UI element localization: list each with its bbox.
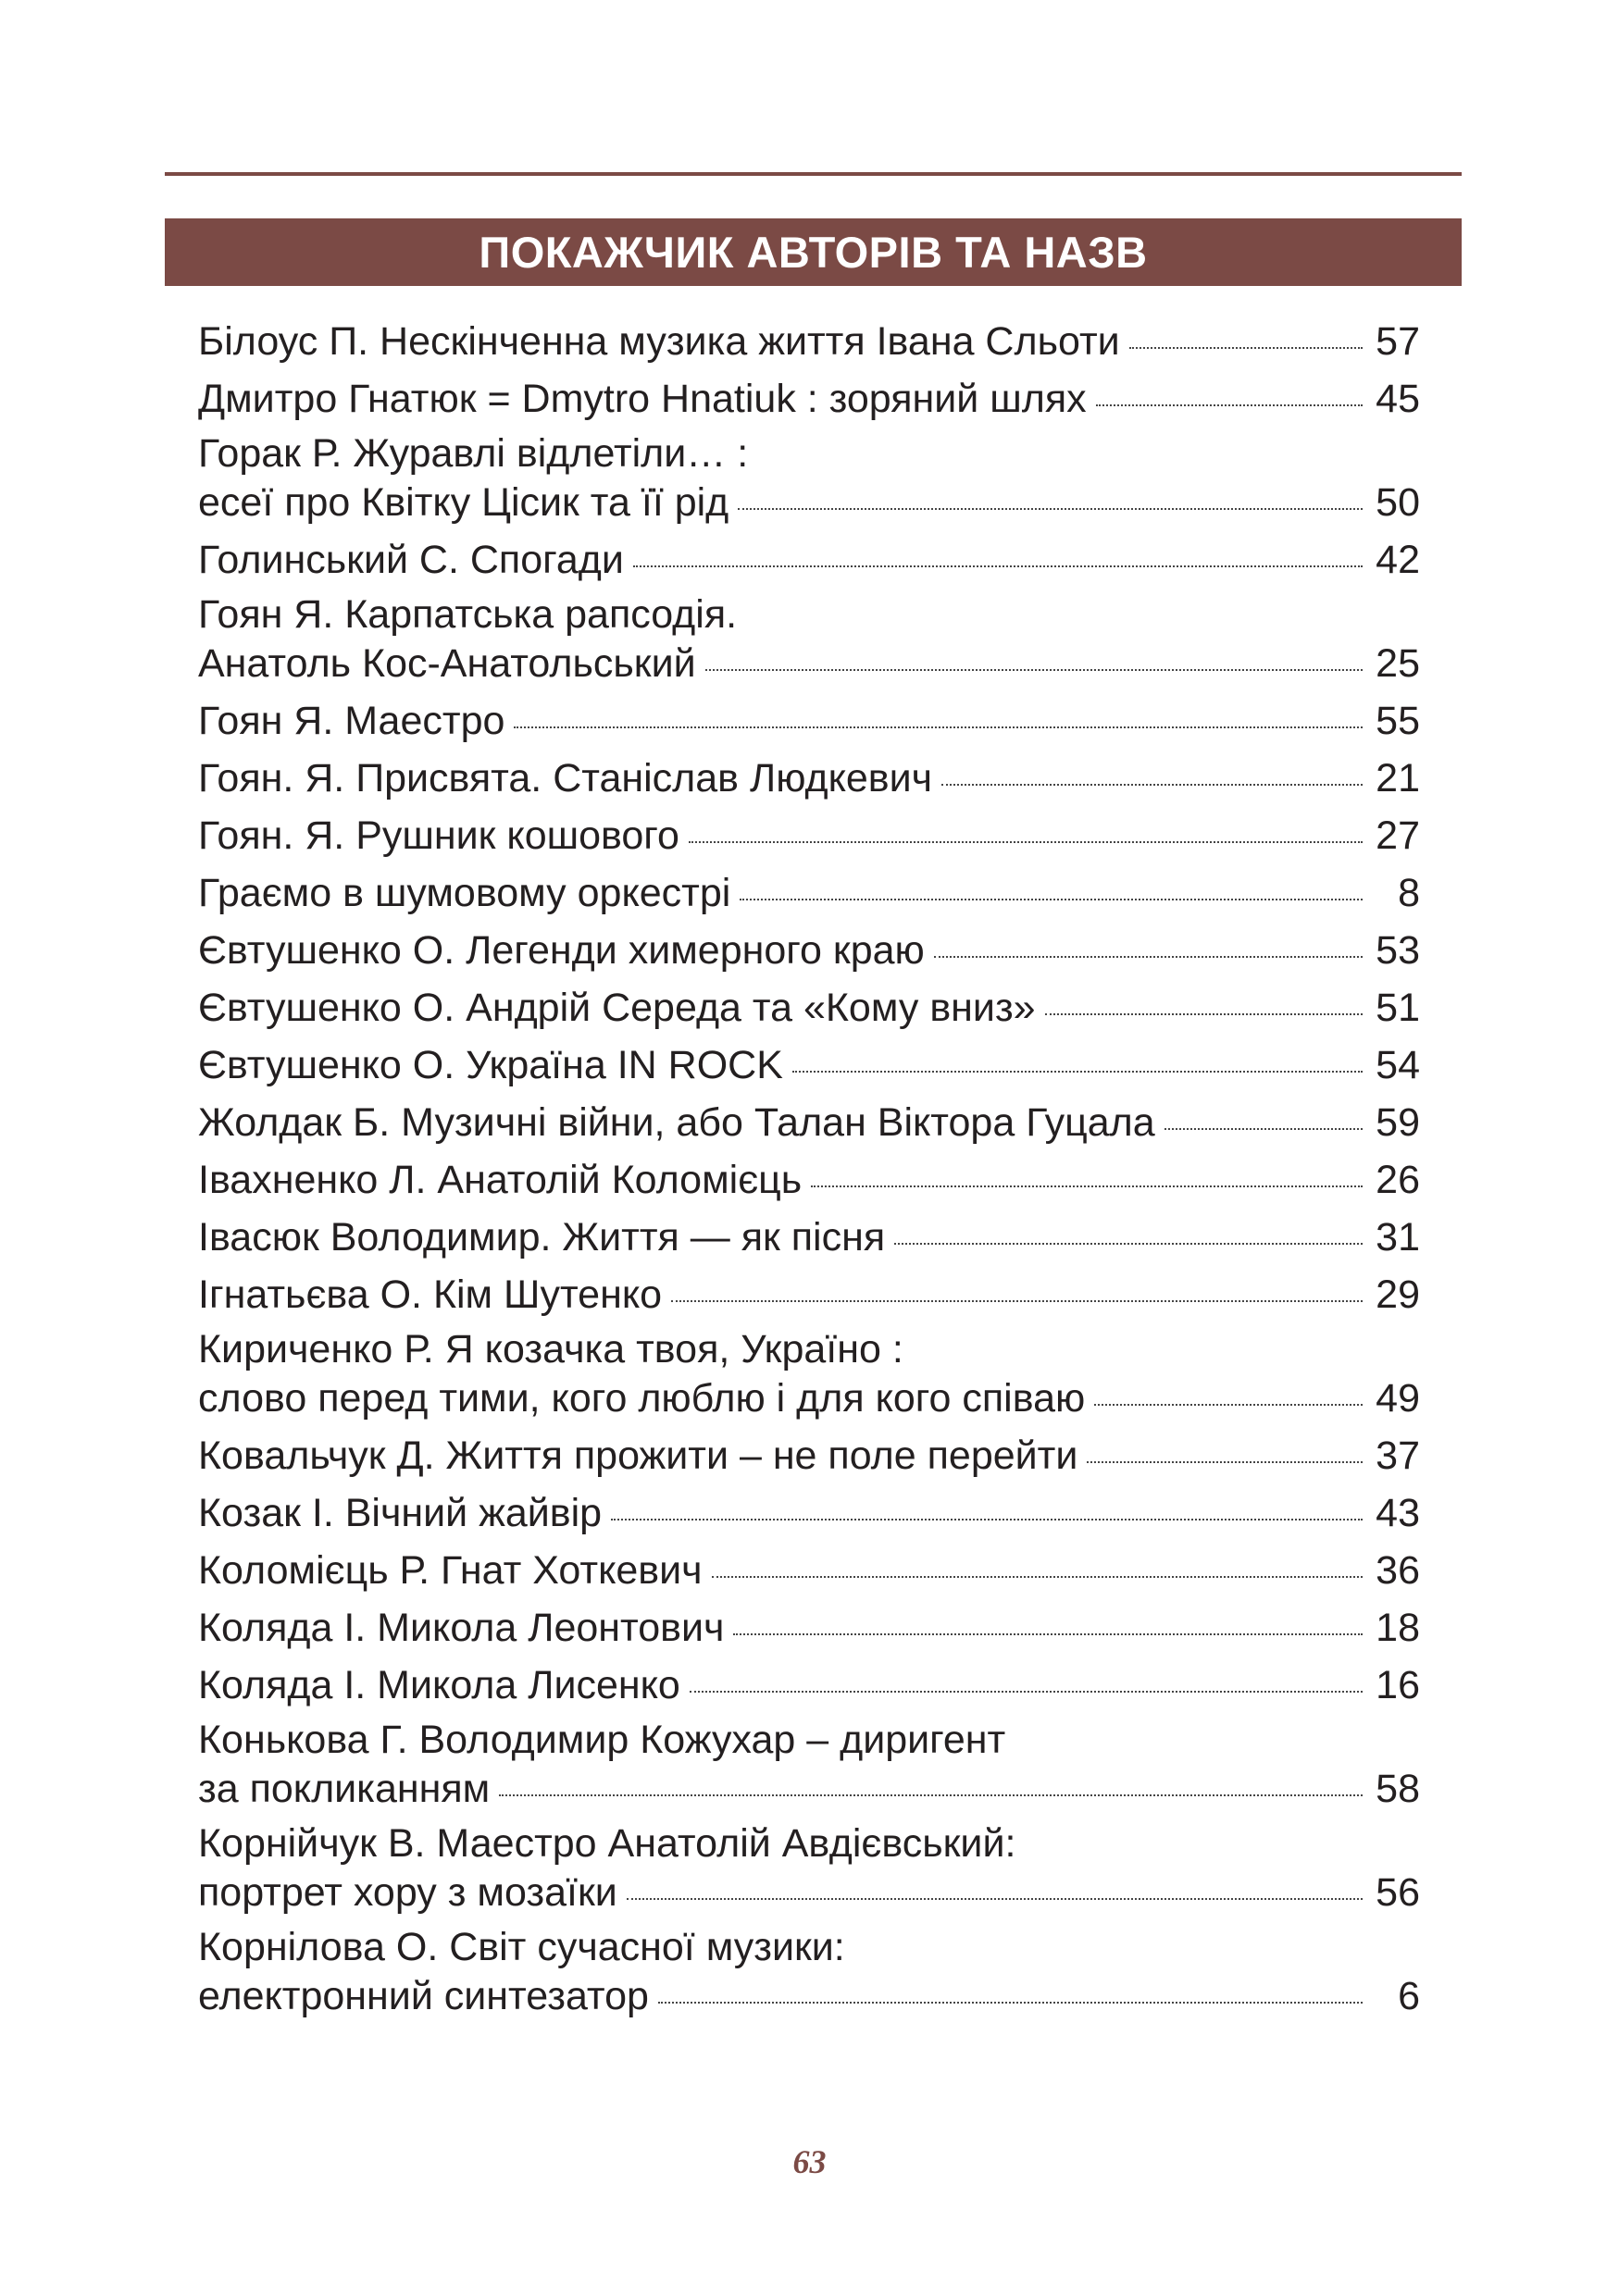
index-entry — [198, 979, 1420, 1036]
dot-leader — [934, 956, 1363, 958]
entry-title: есеї про Квітку Цісик та її рід — [198, 480, 729, 525]
entry-page-number: 29 — [1376, 1272, 1420, 1317]
entry-last-line — [198, 1484, 1420, 1542]
index-entry — [198, 1036, 1420, 1094]
entry-page-number: 55 — [1376, 699, 1420, 743]
entry-last-line — [198, 1599, 1420, 1657]
entry-title: Івасюк Володимир. Життя — як пісня — [198, 1215, 886, 1260]
index-list — [198, 313, 1420, 2025]
entry-last-line — [198, 1967, 1420, 2025]
dot-leader — [705, 669, 1363, 671]
dot-leader — [1096, 404, 1363, 406]
entry-title: Гоян. Я. Присвята. Станіслав Людкевич — [198, 756, 933, 800]
index-entry — [198, 807, 1420, 864]
entry-title: Гоян Я. Карпатська рапсодія. — [198, 592, 738, 637]
entry-title: електронний синтезатор — [198, 1974, 649, 2018]
index-entry — [198, 692, 1420, 750]
entry-title: Івахненко Л. Анатолій Коломієць — [198, 1158, 803, 1202]
entry-page-number: 45 — [1376, 377, 1420, 421]
entry-title: Конькова Г. Володимир Кожухар – диригент — [198, 1718, 1006, 1762]
index-entry — [198, 1542, 1420, 1599]
index-entry — [198, 922, 1420, 979]
entry-line — [198, 1818, 1420, 1864]
dot-leader — [499, 1794, 1363, 1796]
entry-page-number: 54 — [1376, 1043, 1420, 1087]
entry-last-line — [198, 313, 1420, 370]
entry-last-line — [198, 750, 1420, 807]
entry-last-line — [198, 1427, 1420, 1484]
entry-page-number: 31 — [1376, 1215, 1420, 1260]
entry-last-line — [198, 1542, 1420, 1599]
index-entry — [198, 1266, 1420, 1323]
entry-page-number: 57 — [1376, 319, 1420, 364]
entry-page-number: 26 — [1376, 1158, 1420, 1202]
dot-leader — [1045, 1013, 1363, 1015]
dot-leader — [1129, 347, 1363, 349]
entry-title: Жолдак Б. Музичні війни, або Талан Віктора Гуцала — [198, 1100, 1155, 1145]
top-rule — [165, 172, 1462, 176]
entry-title: Дмитро Гнатюк = Dmytro Hnatiuk : зоряний шлях — [198, 377, 1087, 421]
index-entry — [198, 1818, 1420, 1921]
entry-title: Євтушенко О. Легенди химерного краю — [198, 928, 925, 973]
entry-title: Голинський С. Спогади — [198, 538, 624, 582]
entry-title: Коляда І. Микола Леонтович — [198, 1606, 725, 1650]
dot-leader — [740, 899, 1363, 900]
dot-leader — [633, 565, 1363, 567]
entry-last-line — [198, 1864, 1420, 1921]
entry-page-number: 6 — [1398, 1974, 1420, 2018]
dot-leader — [1164, 1128, 1363, 1130]
entry-last-line — [198, 1209, 1420, 1266]
entry-page-number: 56 — [1376, 1870, 1420, 1915]
entry-last-line — [198, 1760, 1420, 1818]
entry-title: Білоус П. Нескінченна музика життя Івана Сльоти — [198, 319, 1120, 364]
entry-title: Корнілова О. Світ сучасної музики: — [198, 1925, 845, 1969]
index-entry — [198, 1094, 1420, 1151]
entry-title: портрет хору з мозаїки — [198, 1870, 617, 1915]
index-entry — [198, 1427, 1420, 1484]
entry-line — [198, 589, 1420, 635]
entry-title: Козак І. Вічний жайвір — [198, 1491, 603, 1535]
entry-line — [198, 1323, 1420, 1370]
index-entry — [198, 1323, 1420, 1427]
entry-page-number: 21 — [1376, 756, 1420, 800]
entry-title: слово перед тими, кого люблю і для кого співаю — [198, 1376, 1086, 1421]
section-title: ПОКАЖЧИК АВТОРІВ ТА НАЗВ — [479, 228, 1148, 277]
entry-page-number: 8 — [1398, 871, 1420, 915]
entry-page-number: 37 — [1376, 1433, 1420, 1478]
entry-page-number: 27 — [1376, 813, 1420, 858]
entry-page-number: 49 — [1376, 1376, 1420, 1421]
index-entry — [198, 1209, 1420, 1266]
dot-leader — [514, 726, 1363, 728]
entry-title: Євтушенко О. Андрій Середа та «Кому вниз» — [198, 986, 1036, 1030]
entry-title: Горак Р. Журавлі відлетіли… : — [198, 431, 749, 476]
index-entry — [198, 313, 1420, 370]
entry-last-line — [198, 1151, 1420, 1209]
entry-page-number: 25 — [1376, 641, 1420, 686]
entry-last-line — [198, 531, 1420, 589]
entry-last-line — [198, 1657, 1420, 1714]
index-entry — [198, 428, 1420, 531]
entry-page-number: 53 — [1376, 928, 1420, 973]
entry-page-number: 51 — [1376, 986, 1420, 1030]
entry-line — [198, 1714, 1420, 1760]
entry-title: Ігнатьєва О. Кім Шутенко — [198, 1272, 663, 1317]
entry-title: за покликанням — [198, 1767, 491, 1811]
dot-leader — [1094, 1404, 1363, 1406]
entry-page-number: 36 — [1376, 1548, 1420, 1593]
index-entry — [198, 1714, 1420, 1818]
entry-page-number: 58 — [1376, 1767, 1420, 1811]
index-entry — [198, 1921, 1420, 2025]
entry-title: Коляда І. Микола Лисенко — [198, 1663, 680, 1707]
entry-page-number: 43 — [1376, 1491, 1420, 1535]
index-entry — [198, 589, 1420, 692]
entry-last-line — [198, 979, 1420, 1036]
dot-leader — [738, 508, 1363, 510]
entry-title: Гоян. Я. Рушник кошового — [198, 813, 679, 858]
dot-leader — [611, 1519, 1363, 1520]
page-number: 63 — [792, 2143, 827, 2180]
index-entry — [198, 1484, 1420, 1542]
entry-last-line — [198, 922, 1420, 979]
dot-leader — [811, 1185, 1363, 1187]
dot-leader — [712, 1576, 1363, 1578]
entry-last-line — [198, 635, 1420, 692]
entry-last-line — [198, 474, 1420, 531]
entry-last-line — [198, 1094, 1420, 1151]
entry-title: Анатоль Кос-Анатольський — [198, 641, 696, 686]
index-entry — [198, 750, 1420, 807]
dot-leader — [627, 1898, 1363, 1900]
entry-title: Гоян Я. Маестро — [198, 699, 505, 743]
dot-leader — [1087, 1461, 1363, 1463]
entry-last-line — [198, 370, 1420, 428]
index-entry — [198, 370, 1420, 428]
dot-leader — [941, 784, 1363, 786]
entry-title: Ковальчук Д. Життя прожити – не поле перейти — [198, 1433, 1078, 1478]
entry-last-line — [198, 1370, 1420, 1427]
entry-last-line — [198, 1036, 1420, 1094]
entry-title: Коломієць Р. Гнат Хоткевич — [198, 1548, 703, 1593]
index-entry — [198, 1151, 1420, 1209]
dot-leader — [792, 1071, 1363, 1073]
entry-last-line — [198, 807, 1420, 864]
entry-page-number: 16 — [1376, 1663, 1420, 1707]
dot-leader — [894, 1243, 1363, 1245]
dot-leader — [689, 841, 1363, 843]
section-header — [165, 218, 1462, 286]
index-entry — [198, 531, 1420, 589]
dot-leader — [671, 1300, 1363, 1302]
entry-page-number: 42 — [1376, 538, 1420, 582]
entry-title: Граємо в шумовому оркестрі — [198, 871, 731, 915]
entry-page-number: 18 — [1376, 1606, 1420, 1650]
entry-title: Корнійчук В. Маестро Анатолій Авдієвський: — [198, 1821, 1016, 1866]
entry-last-line — [198, 1266, 1420, 1323]
entry-title: Кириченко Р. Я козачка твоя, Україно : — [198, 1327, 903, 1371]
dot-leader — [690, 1691, 1363, 1693]
entry-last-line — [198, 864, 1420, 922]
entry-title: Євтушенко О. Україна IN ROCK — [198, 1043, 783, 1087]
dot-leader — [658, 2002, 1363, 2004]
entry-last-line — [198, 692, 1420, 750]
entry-line — [198, 428, 1420, 474]
index-entry — [198, 864, 1420, 922]
index-entry — [198, 1599, 1420, 1657]
index-entry — [198, 1657, 1420, 1714]
entry-page-number: 59 — [1376, 1100, 1420, 1145]
entry-line — [198, 1921, 1420, 1967]
dot-leader — [733, 1633, 1363, 1635]
entry-page-number: 50 — [1376, 480, 1420, 525]
